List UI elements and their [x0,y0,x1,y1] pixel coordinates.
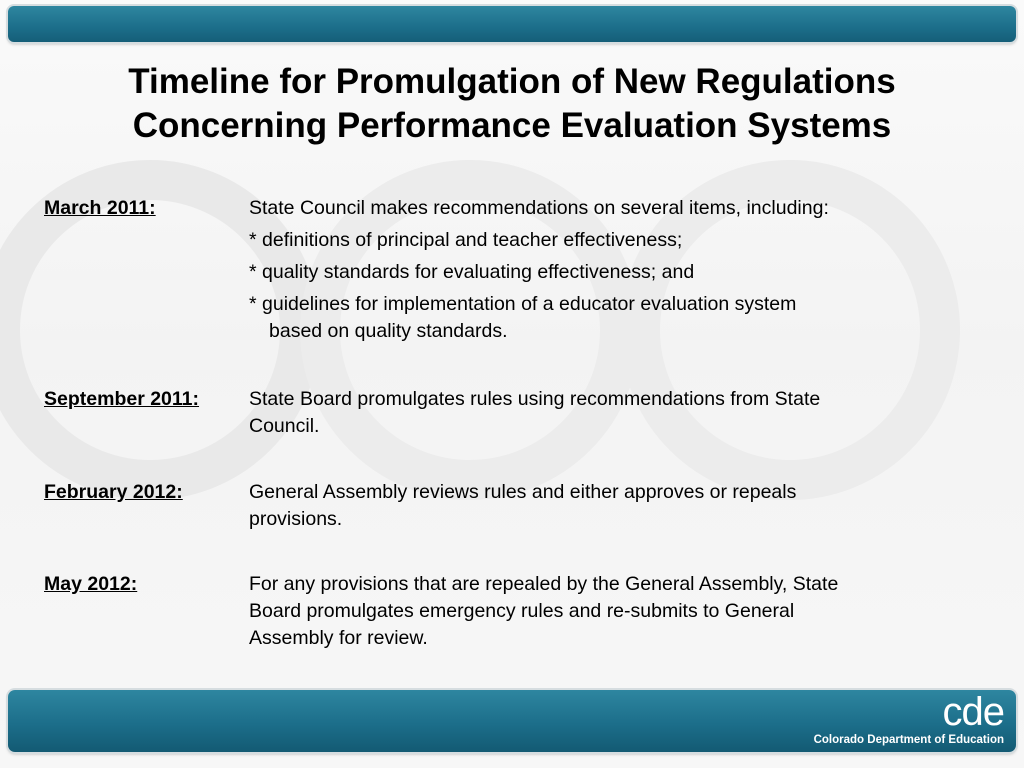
cde-logo [814,692,1004,746]
description-line: Council. [249,415,320,437]
description-line: Assembly for review. [249,627,428,649]
description-line: provisions. [249,508,343,530]
title-line-2: Concerning Performance Evaluation Systems [132,106,892,145]
logo-organization-name: Colorado Department of Education [813,734,1004,746]
timeline-date: March 2011: [44,197,156,219]
list-item-text: * definitions of principal and teacher effectiveness; [249,229,683,251]
list-item [249,259,949,286]
list-item-text: * quality standards for evaluating effectiveness; and [249,261,695,283]
timeline-description [249,386,949,440]
description-line: State Board promulgates rules using recommendations from State [249,388,821,410]
list-item [249,227,949,254]
timeline-date: May 2012: [44,573,138,595]
list-item-continuation: based on quality standards. [269,320,508,342]
list-item [249,291,949,345]
timeline-date: September 2011: [44,388,200,410]
logo-mark: cde [942,690,1004,734]
footer-bar [8,690,1016,752]
page-title [0,60,1024,148]
title-line-1: Timeline for Promulgation of New Regulations [128,62,896,101]
description-line: Board promulgates emergency rules and re-submits to General [249,600,795,622]
description-line: State Council makes recommendations on several items, including: [249,197,829,219]
timeline-date: February 2012: [44,481,183,503]
list-item-text: * guidelines for implementation of a educator evaluation system [249,293,797,315]
header-bar [8,6,1016,42]
timeline-description [249,195,949,345]
description-line: General Assembly reviews rules and either approves or repeals [249,481,797,503]
timeline-description [249,479,949,533]
description-line: For any provisions that are repealed by the General Assembly, State [249,573,839,595]
timeline-description [249,571,949,652]
